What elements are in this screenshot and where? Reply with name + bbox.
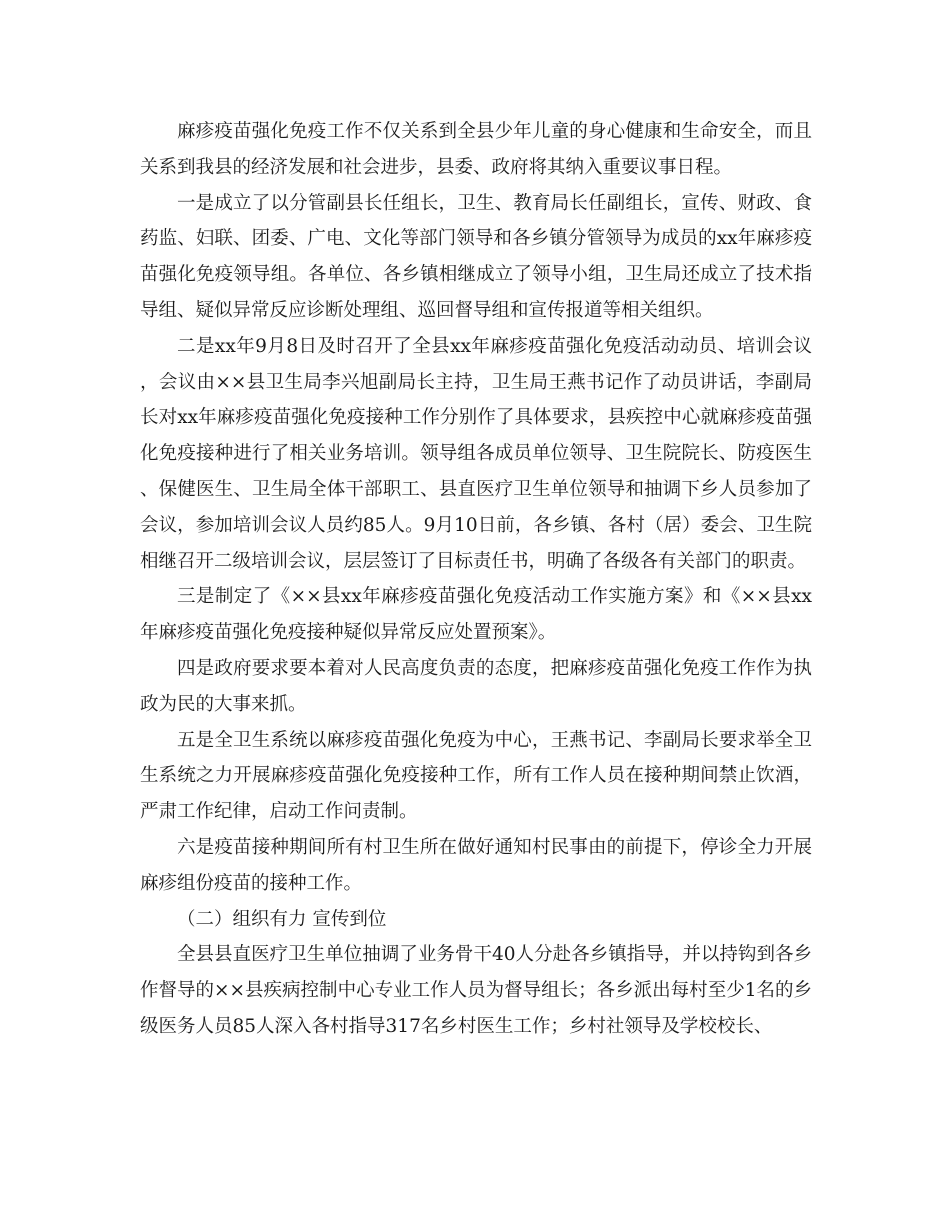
paragraph-point-four: 四是政府要求要本着对人民高度负责的态度，把麻疹疫苗强化免疫工作作为执政为民的大事来抓。 xyxy=(140,657,812,715)
paragraph-point-three: 三是制定了《××县xx年麻疹疫苗强化免疫活动工作实施方案》和《××县xx年麻疹疫苗强化免疫接种疑似异常反应处置预案》。 xyxy=(140,586,812,644)
section-subheading: （二）组织有力 宣传到位 xyxy=(177,908,387,930)
paragraph-point-six: 六是疫苗接种期间所有村卫生所在做好通知村民事由的前提下，停诊全力开展麻疹组份疫苗的接种工作。 xyxy=(140,836,812,894)
document-body xyxy=(140,114,812,1045)
paragraph-point-two: 二是xx年9月8日及时召开了全县xx年麻疹疫苗强化免疫活动动员、培训会议，会议由××县卫生局李兴旭副局长主持，卫生局王燕书记作了动员讲话，李副局长对xx年麻疹疫苗强化免疫接种工作分别作了具体要求，县疾控中心就麻疹疫苗强化免疫接种进行了相关业务培训。领导组各成员单位领导、卫生院院长、防疫医生、保健医生、卫生局全体干部职工、县直医疗卫生单位领导和抽调下乡人员参加了会议，参加培训会议人员约85人。9月10日前，各乡镇、各村（居）委会、卫生院相继召开二级培训会议，层层签订了目标责任书，明确了各级各有关部门的职责。 xyxy=(140,335,812,572)
paragraph-point-five: 五是全卫生系统以麻疹疫苗强化免疫为中心，王燕书记、李副局长要求举全卫生系统之力开展麻疹疫苗强化免疫接种工作，所有工作人员在接种期间禁止饮酒，严肃工作纪律，启动工作问责制。 xyxy=(140,729,812,823)
paragraph-section-two: 全县县直医疗卫生单位抽调了业务骨干40人分赴各乡镇指导，并以持钩到各乡作督导的××县疾病控制中心专业工作人员为督导组长；各乡派出每村至少1名的乡级医务人员85人深入各村指导317名乡村医生工作；乡村社领导及学校校长、 xyxy=(140,944,812,1037)
paragraph-intro: 麻疹疫苗强化免疫工作不仅关系到全县少年儿童的身心健康和生命安全，而且关系到我县的经济发展和社会进步，县委、政府将其纳入重要议事日程。 xyxy=(140,121,812,178)
paragraph-point-one: 一是成立了以分管副县长任组长，卫生、教育局长任副组长，宣传、财政、食药监、妇联、团委、广电、文化等部门领导和各乡镇分管领导为成员的xx年麻疹疫苗强化免疫领导组。各单位、各乡镇相继成立了领导小组，卫生局还成立了技术指导组、疑似异常反应诊断处理组、巡回督导组和宣传报道等相关组织。 xyxy=(140,192,812,321)
